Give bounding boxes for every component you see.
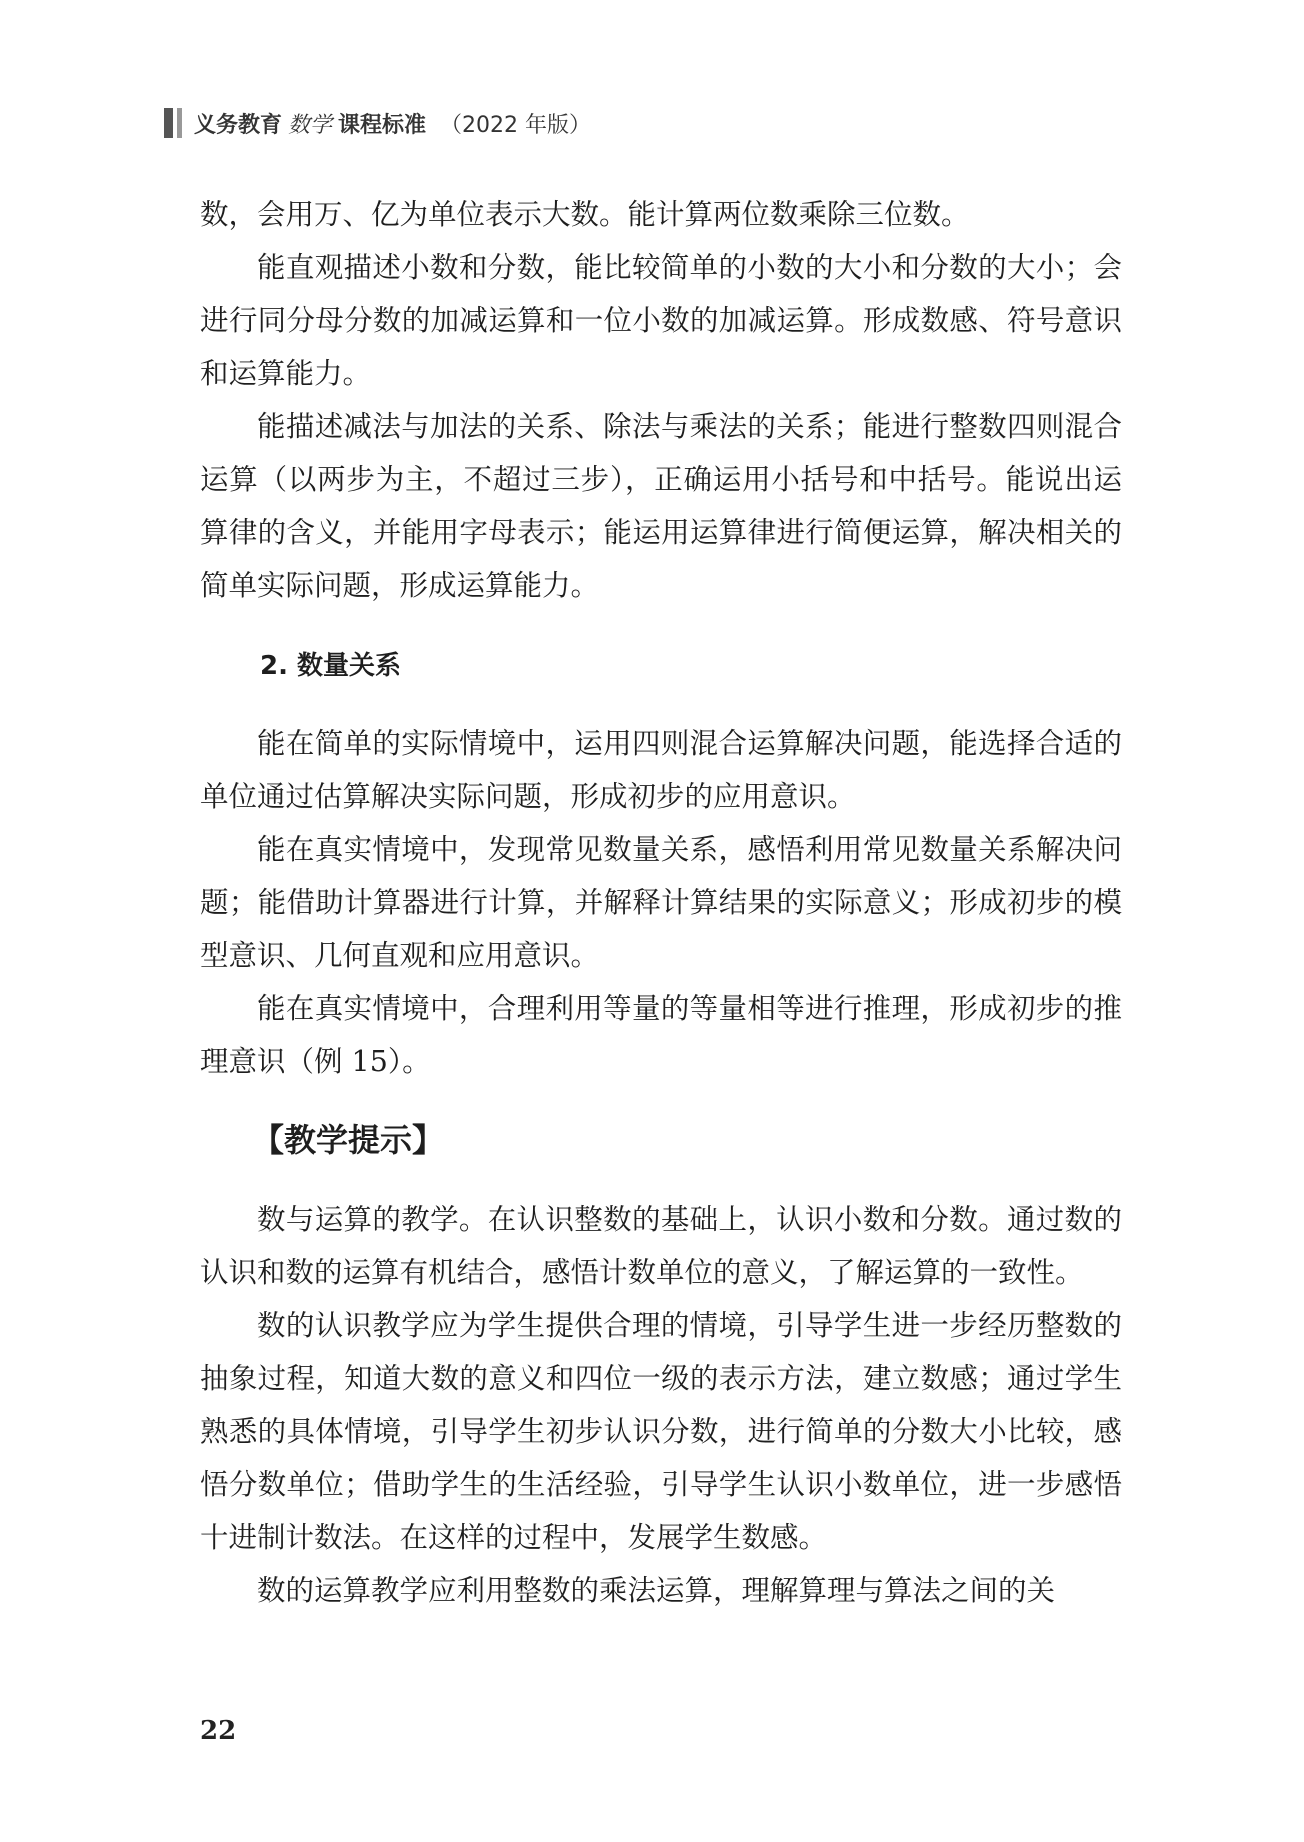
subsection-heading: 2. 数量关系 xyxy=(260,651,402,681)
paragraph: 能在真实情境中，发现常见数量关系，感悟利用常见数量关系解决问题；能借助计算器进行计算，并解释计算结果的实际意义；形成初步的模型意识、几何直观和应用意识。 xyxy=(200,833,1122,972)
header-subject: 数学 xyxy=(288,112,333,138)
section-heading: 【教学提示】 xyxy=(252,1121,445,1159)
paragraph: 数的认识教学应为学生提供合理的情境，引导学生进一步经历整数的抽象过程，知道大数的意义和四位一级的表示方法，建立数感；通过学生熟悉的具体情境，引导学生初步认识分数，进行简单的分数大小比较，感悟分数单位；借助学生的生活经验，引导学生认识小数单位，进一步感悟十进制计数法。在这样的过程中，发展学生数感。 xyxy=(200,1309,1122,1554)
header-suffix: 课程标准 xyxy=(338,112,427,138)
header-bar-icon xyxy=(164,108,182,138)
paragraph: 能在简单的实际情境中，运用四则混合运算解决问题，能选择合适的单位通过估算解决实际问题，形成初步的应用意识。 xyxy=(200,727,1122,813)
paragraph: 能描述减法与加法的关系、除法与乘法的关系；能进行整数四则混合运算（以两步为主，不超过三步），正确运用小括号和中括号。能说出运算律的含义，并能用字母表示；能运用运算律进行简便运算，解决相关的简单实际问题，形成运算能力。 xyxy=(200,410,1122,602)
paragraph: 数与运算的教学。在认识整数的基础上，认识小数和分数。通过数的认识和数的运算有机结合，感悟计数单位的意义，了解运算的一致性。 xyxy=(200,1203,1122,1289)
running-header xyxy=(164,106,591,140)
page-body xyxy=(200,188,1122,1617)
header-edition: （2022 年版） xyxy=(440,112,592,138)
paragraph: 能直观描述小数和分数，能比较简单的小数的大小和分数的大小；会进行同分母分数的加减运算和一位小数的加减运算。形成数感、符号意识和运算能力。 xyxy=(200,251,1122,390)
paragraph: 数，会用万、亿为单位表示大数。能计算两位数乘除三位数。 xyxy=(200,198,970,231)
paragraph: 数的运算教学应利用整数的乘法运算，理解算理与算法之间的关 xyxy=(257,1574,1056,1607)
header-title: 义务教育 xyxy=(194,112,283,138)
paragraph: 能在真实情境中，合理利用等量的等量相等进行推理，形成初步的推理意识（例 15）。 xyxy=(200,992,1122,1078)
page-number: 22 xyxy=(200,1716,237,1746)
